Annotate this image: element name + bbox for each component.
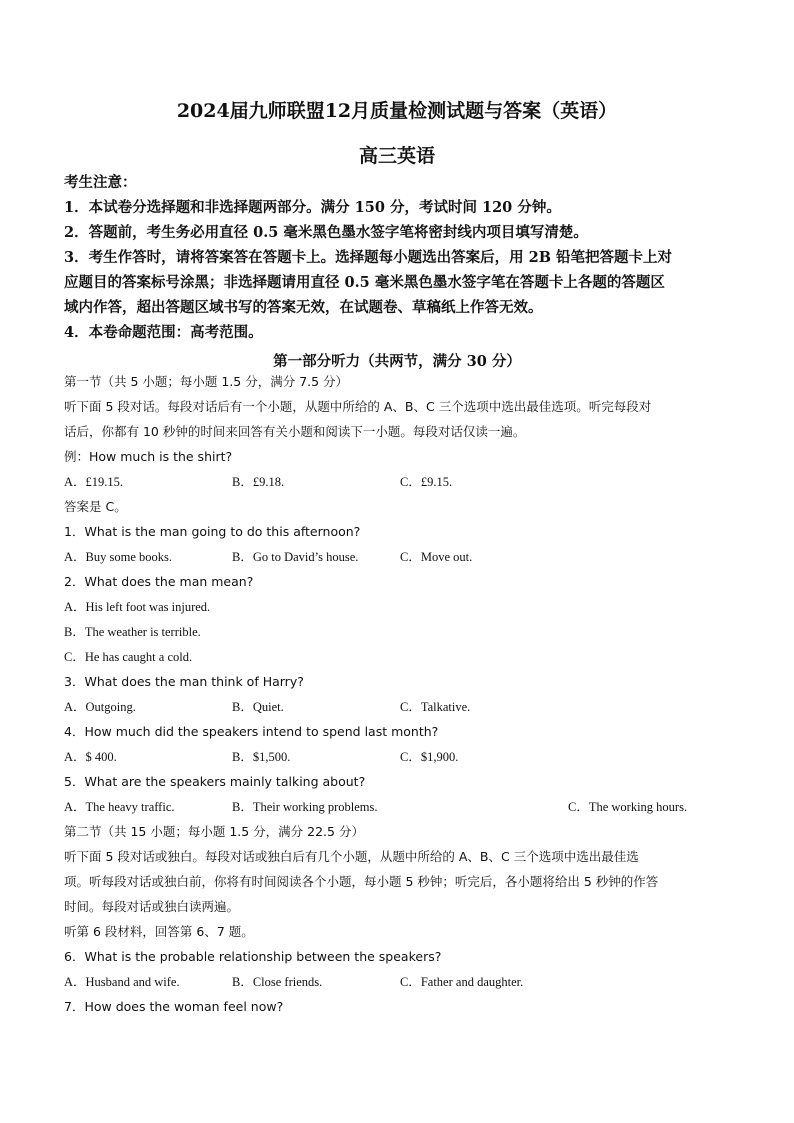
notice-item: 4．本卷命题范围：高考范围。 [64, 324, 263, 341]
section1-instructions: 话后，你都有 10 秒钟的时间来回答有关小题和阅读下一小题。每段对话仅读一遍。 [64, 424, 526, 439]
q3-option-c: C．Talkative. [400, 700, 471, 714]
notice-item: 1．本试卷分选择题和非选择题两部分。满分 150 分，考试时间 120 分钟。 [64, 199, 561, 216]
q6-option-a: A．Husband and wife. [64, 975, 180, 989]
example-option-a: A．£19.15. [64, 475, 124, 489]
example-question: 例：How much is the shirt? [64, 449, 233, 464]
notice-item: 2．答题前，考生务必用直径 0.5 毫米黑色墨水签字笔将密封线内项目填写清楚。 [64, 224, 588, 241]
notice-heading: 考生注意： [64, 174, 137, 191]
section1-heading: 第一节（共 5 小题；每小题 1.5 分，满分 7.5 分） [64, 374, 349, 389]
notice-item: 应题目的答案标号涂黑；非选择题请用直径 0.5 毫米黑色墨水签字笔在答题卡上各题的答题区 [64, 274, 665, 291]
section2-instructions: 时间。每段对话或独白读两遍。 [64, 899, 240, 914]
q1-option-c: C．Move out. [400, 550, 473, 564]
section2-instructions: 听下面 5 段对话或独白。每段对话或独白后有几个小题，从题中所给的 A、B、C 三个选项中选出最佳选 [64, 849, 639, 864]
q4-option-c: C．$1,900. [400, 750, 459, 764]
question-4: 4．How much did the speakers intend to spend last month? [64, 724, 439, 739]
notice-item: 域内作答，超出答题区域书写的答案无效，在试题卷、草稿纸上作答无效。 [64, 299, 543, 316]
q2-option-c: C．He has caught a cold. [64, 650, 193, 664]
q4-option-a: A．$ 400. [64, 750, 117, 764]
q2-option-a: A．His left foot was injured. [64, 600, 211, 614]
q2-option-b: B．The weather is terrible. [64, 625, 201, 639]
section2-heading: 第二节（共 15 小题；每小题 1.5 分，满分 22.5 分） [64, 824, 364, 839]
q5-option-a: A．The heavy traffic. [64, 800, 175, 814]
q1-option-b: B．Go to David’s house. [232, 550, 359, 564]
document-title: 2024届九师联盟12月质量检测试题与答案（英语） [176, 100, 618, 122]
document-subtitle: 高三英语 [358, 145, 435, 167]
q6-option-c: C．Father and daughter. [400, 975, 524, 989]
section2-instructions: 项。听每段对话或独白前，你将有时间阅读各个小题，每小题 5 秒钟；听完后，各小题将给出 5 秒钟的作答 [64, 874, 659, 889]
q5-option-c: C．The working hours. [568, 800, 688, 814]
q1-option-a: A．Buy some books. [64, 550, 172, 564]
q3-option-a: A．Outgoing. [64, 700, 136, 714]
q3-option-b: B．Quiet. [232, 700, 284, 714]
material-6-prompt: 听第 6 段材料，回答第 6、7 题。 [64, 924, 254, 939]
question-2: 2．What does the man mean? [64, 574, 254, 589]
question-1: 1．What is the man going to do this afternoon? [64, 524, 361, 539]
part1-heading: 第一部分听力（共两节，满分 30 分） [273, 353, 521, 370]
section1-instructions: 听下面 5 段对话。每段对话后有一个小题，从题中所给的 A、B、C 三个选项中选出最佳选项。听完每段对 [64, 399, 652, 414]
example-answer: 答案是 C。 [64, 499, 127, 514]
example-option-b: B．£9.18. [232, 475, 285, 489]
q6-option-b: B．Close friends. [232, 975, 323, 989]
notice-item: 3．考生作答时，请将答案答在答题卡上。选择题每小题选出答案后，用 2B 铅笔把答题卡上对 [64, 249, 673, 266]
question-3: 3．What does the man think of Harry? [64, 674, 304, 689]
q5-option-b: B．Their working problems. [232, 800, 378, 814]
q4-option-b: B．$1,500. [232, 750, 291, 764]
question-5: 5．What are the speakers mainly talking about? [64, 774, 366, 789]
question-6: 6．What is the probable relationship between the speakers? [64, 949, 442, 964]
question-7: 7．How does the woman feel now? [64, 999, 284, 1014]
example-option-c: C．£9.15. [400, 475, 453, 489]
